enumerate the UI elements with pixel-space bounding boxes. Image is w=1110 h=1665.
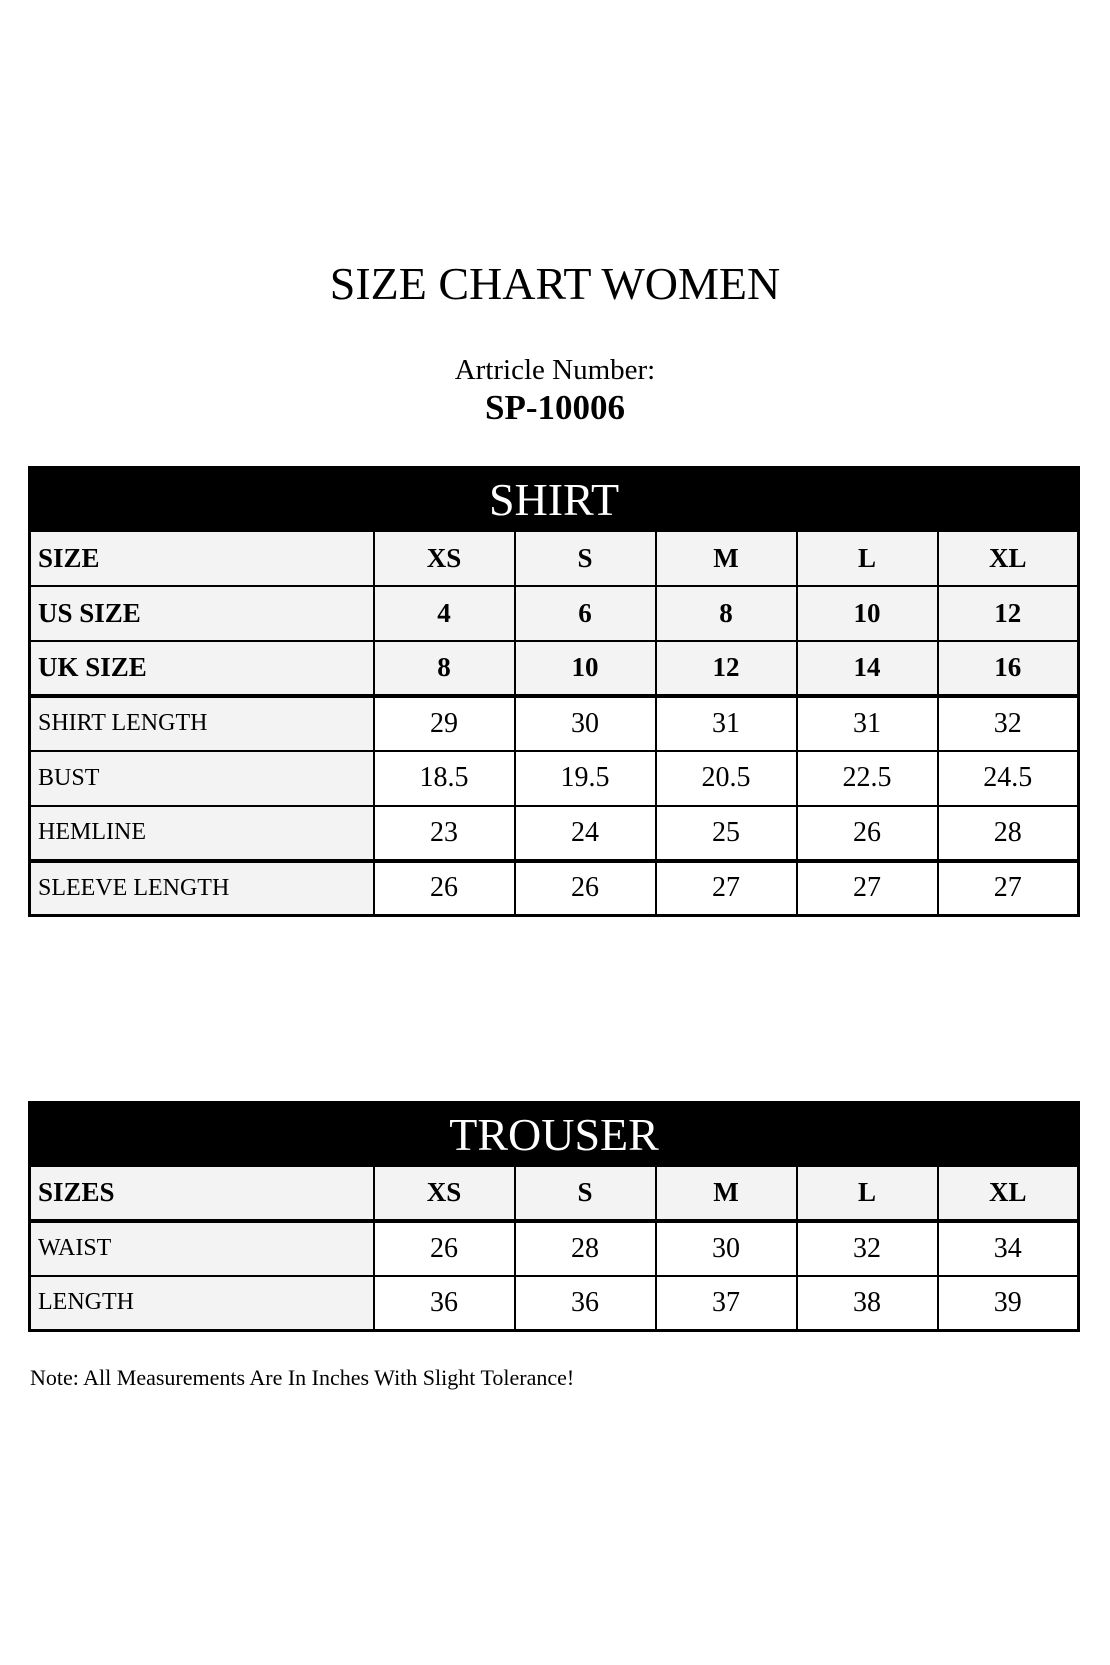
shirt-col-header-l: L bbox=[797, 531, 938, 586]
cell-value: 10 bbox=[797, 586, 938, 641]
row-label: WAIST bbox=[30, 1221, 374, 1276]
row-label: SLEEVE LENGTH bbox=[30, 861, 374, 916]
trouser-col-header-s: S bbox=[515, 1166, 656, 1221]
trouser-col-header-xs: XS bbox=[374, 1166, 515, 1221]
cell-value: 26 bbox=[797, 806, 938, 861]
cell-value: 24.5 bbox=[938, 751, 1079, 806]
cell-value: 26 bbox=[515, 861, 656, 916]
shirt-col-header-xs: XS bbox=[374, 531, 515, 586]
cell-value: 12 bbox=[938, 586, 1079, 641]
cell-value: 12 bbox=[656, 641, 797, 696]
trouser-col-header-m: M bbox=[656, 1166, 797, 1221]
cell-value: 26 bbox=[374, 861, 515, 916]
trouser-row-waist bbox=[30, 1221, 1079, 1276]
trouser-col-header-l: L bbox=[797, 1166, 938, 1221]
cell-value: 39 bbox=[938, 1276, 1079, 1331]
cell-value: 16 bbox=[938, 641, 1079, 696]
cell-value: 30 bbox=[656, 1221, 797, 1276]
shirt-row-shirt-length bbox=[30, 696, 1079, 751]
cell-value: 31 bbox=[797, 696, 938, 751]
shirt-table-header-band bbox=[30, 468, 1079, 531]
cell-value: 24 bbox=[515, 806, 656, 861]
trouser-col-header-xl: XL bbox=[938, 1166, 1079, 1221]
cell-value: 28 bbox=[515, 1221, 656, 1276]
trouser-row-length bbox=[30, 1276, 1079, 1331]
cell-value: 23 bbox=[374, 806, 515, 861]
cell-value: 4 bbox=[374, 586, 515, 641]
cell-value: 22.5 bbox=[797, 751, 938, 806]
trouser-size-header-row bbox=[30, 1166, 1079, 1221]
shirt-row-bust bbox=[30, 751, 1079, 806]
shirt-size-header-row bbox=[30, 531, 1079, 586]
shirt-row-us-size bbox=[30, 586, 1079, 641]
cell-value: 14 bbox=[797, 641, 938, 696]
cell-value: 6 bbox=[515, 586, 656, 641]
cell-value: 37 bbox=[656, 1276, 797, 1331]
shirt-row-uk-size bbox=[30, 641, 1079, 696]
cell-value: 26 bbox=[374, 1221, 515, 1276]
shirt-col-header-m: M bbox=[656, 531, 797, 586]
shirt-col-header-s: S bbox=[515, 531, 656, 586]
shirt-size-table bbox=[28, 466, 1080, 917]
cell-value: 32 bbox=[797, 1221, 938, 1276]
cell-value: 31 bbox=[656, 696, 797, 751]
cell-value: 36 bbox=[515, 1276, 656, 1331]
cell-value: 28 bbox=[938, 806, 1079, 861]
cell-value: 27 bbox=[938, 861, 1079, 916]
cell-value: 8 bbox=[374, 641, 515, 696]
cell-value: 18.5 bbox=[374, 751, 515, 806]
row-label: LENGTH bbox=[30, 1276, 374, 1331]
shirt-col-header-xl: XL bbox=[938, 531, 1079, 586]
row-label: US SIZE bbox=[30, 586, 374, 641]
trouser-table-title: TROUSER bbox=[30, 1103, 1079, 1166]
cell-value: 34 bbox=[938, 1221, 1079, 1276]
cell-value: 10 bbox=[515, 641, 656, 696]
cell-value: 8 bbox=[656, 586, 797, 641]
cell-value: 32 bbox=[938, 696, 1079, 751]
shirt-table-title: SHIRT bbox=[30, 468, 1079, 531]
cell-value: 25 bbox=[656, 806, 797, 861]
cell-value: 19.5 bbox=[515, 751, 656, 806]
row-label: UK SIZE bbox=[30, 641, 374, 696]
measurement-note: Note: All Measurements Are In Inches With Slight Tolerance! bbox=[30, 1365, 575, 1390]
cell-value: 20.5 bbox=[656, 751, 797, 806]
cell-value: 30 bbox=[515, 696, 656, 751]
row-label: BUST bbox=[30, 751, 374, 806]
page-title: SIZE CHART WOMEN bbox=[329, 258, 781, 309]
shirt-col-header-size: SIZE bbox=[30, 531, 374, 586]
trouser-table-header-band bbox=[30, 1103, 1079, 1166]
cell-value: 36 bbox=[374, 1276, 515, 1331]
shirt-row-hemline bbox=[30, 806, 1079, 861]
trouser-col-header-sizes: SIZES bbox=[30, 1166, 374, 1221]
cell-value: 27 bbox=[656, 861, 797, 916]
cell-value: 27 bbox=[797, 861, 938, 916]
article-number-value: SP-10006 bbox=[485, 388, 625, 427]
cell-value: 38 bbox=[797, 1276, 938, 1331]
cell-value: 29 bbox=[374, 696, 515, 751]
row-label: HEMLINE bbox=[30, 806, 374, 861]
article-number-label: Artricle Number: bbox=[454, 354, 656, 386]
shirt-row-sleeve-length bbox=[30, 861, 1079, 916]
trouser-size-table bbox=[28, 1101, 1080, 1332]
row-label: SHIRT LENGTH bbox=[30, 696, 374, 751]
